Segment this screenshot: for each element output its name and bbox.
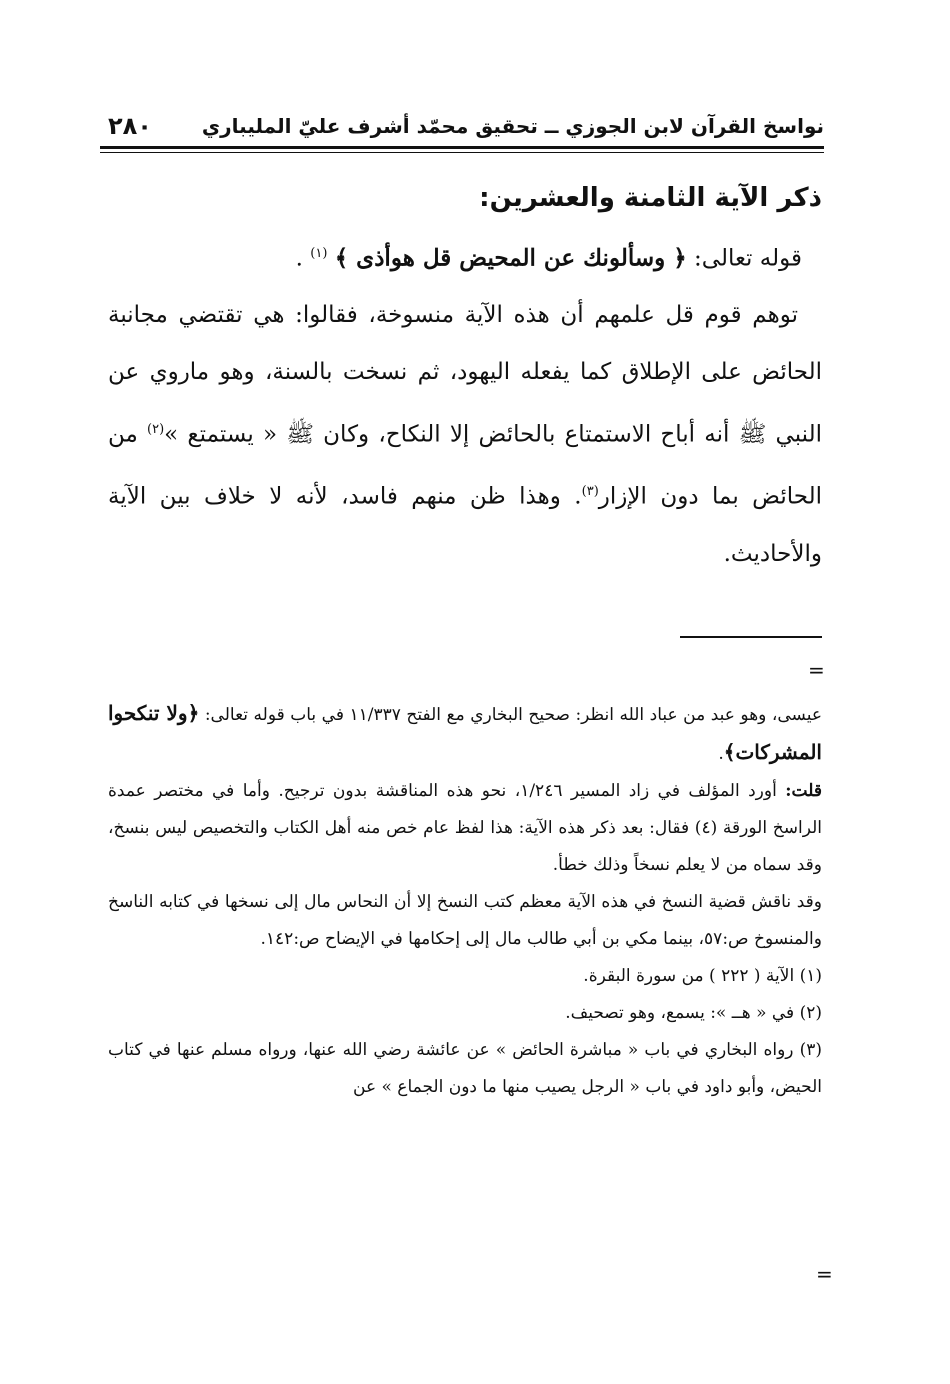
footnote-continued-c: وقد ناقش قضية النسخ في هذه الآية معظم كتب النسخ إلا أن النحاس مال إلى نسخها في كتابه الناسخ والمنسوخ ص:٥٧، بينما مكي بن أبي طالب مال إلى إحكامها في الإيضاح ص:١٤٢. xyxy=(108,892,822,949)
quran-verse: ﴿ وسألونك عن المحيض قل هوأذى ﴾ xyxy=(334,244,687,272)
footnote-ref-1: (١) xyxy=(310,246,328,261)
para-text-3: . وهذا ظن منهم فاسد، لأنه لا خلاف بين الآية والأحاديث. xyxy=(108,483,822,567)
footnote-continued-a xyxy=(108,695,822,773)
running-header xyxy=(100,108,824,144)
section-heading: ذكر الآية الثامنة والعشرين: xyxy=(479,183,822,213)
fn-b-label: قلت: xyxy=(785,781,822,801)
fn-b-text: أورد المؤلف في زاد المسير ١/٢٤٦، نحو هذه المناقشة بدون ترجيح. وأما في مختصر عمدة الراسخ الورقة (٤) فقال: بعد ذكر هذه الآية: هذا لفظ عام خص منه أهل الكتاب والتخصيص ليس بنسخ، وقد سماه من لا يعلم نسخاً وذلك خطأ. xyxy=(108,781,822,875)
continuation-mark-top: = xyxy=(808,658,825,682)
footnotes xyxy=(108,695,822,1106)
body-paragraph xyxy=(108,287,822,583)
verse-line xyxy=(108,226,822,287)
footnote-separator xyxy=(680,636,822,638)
header-rule-thin xyxy=(100,152,824,153)
verse-intro: قوله تعالى: xyxy=(694,245,802,272)
footnote-ref-2: (٢) xyxy=(147,421,165,437)
fn-a-quran: ﴿ولا تنكحوا المشركات﴾ xyxy=(108,701,822,764)
page-number: ٢٨٠ xyxy=(108,112,152,140)
main-text xyxy=(108,170,822,583)
footnote-ref-3: (٣) xyxy=(581,484,599,500)
verse-end: . xyxy=(295,245,303,272)
footnote-continued-b xyxy=(108,773,822,884)
footnote-2: (٢) في « هــ »: يسمع، وهو تصحيف. xyxy=(565,1003,822,1023)
fn-a-end: . xyxy=(718,744,724,764)
footnote-3: (٣) رواه البخاري في باب « مباشرة الحائض » عن عائشة رضي الله عنها، ورواه مسلم عنها في كتاب الحيض، وأبو داود في باب « الرجل يصيب منها ما دون الجماع » عن xyxy=(108,1040,822,1097)
header-rule-thick xyxy=(100,146,824,149)
para-text-1: توهم قوم قل علمهم أن هذه الآية منسوخة، فقالوا: هي تقتضي مجانبة الحائض على الإطلاق كما يفعله اليهود، ثم نسخت بالسنة، وهو ماروي عن النبي ﷺ أنه أباح الاستمتاع بالحائض إلا النكاح، وكان ﷺ « يستمتع » xyxy=(108,301,822,448)
footnote-1: (١) الآية ( ٢٢٢ ) من سورة البقرة. xyxy=(583,966,822,986)
continuation-mark-bottom: = xyxy=(816,1262,833,1286)
fn-a-text: عيسى، وهو عبد من عباد الله انظر: صحيح البخاري مع الفتح ١١/٣٣٧ في باب قوله تعالى: xyxy=(204,705,823,725)
header-title: نواسخ القرآن لابن الجوزي ــ تحقيق محمّد أشرف عليّ المليباري xyxy=(201,114,824,138)
para-text-2: من الحائض بما دون الإزار xyxy=(108,421,822,510)
